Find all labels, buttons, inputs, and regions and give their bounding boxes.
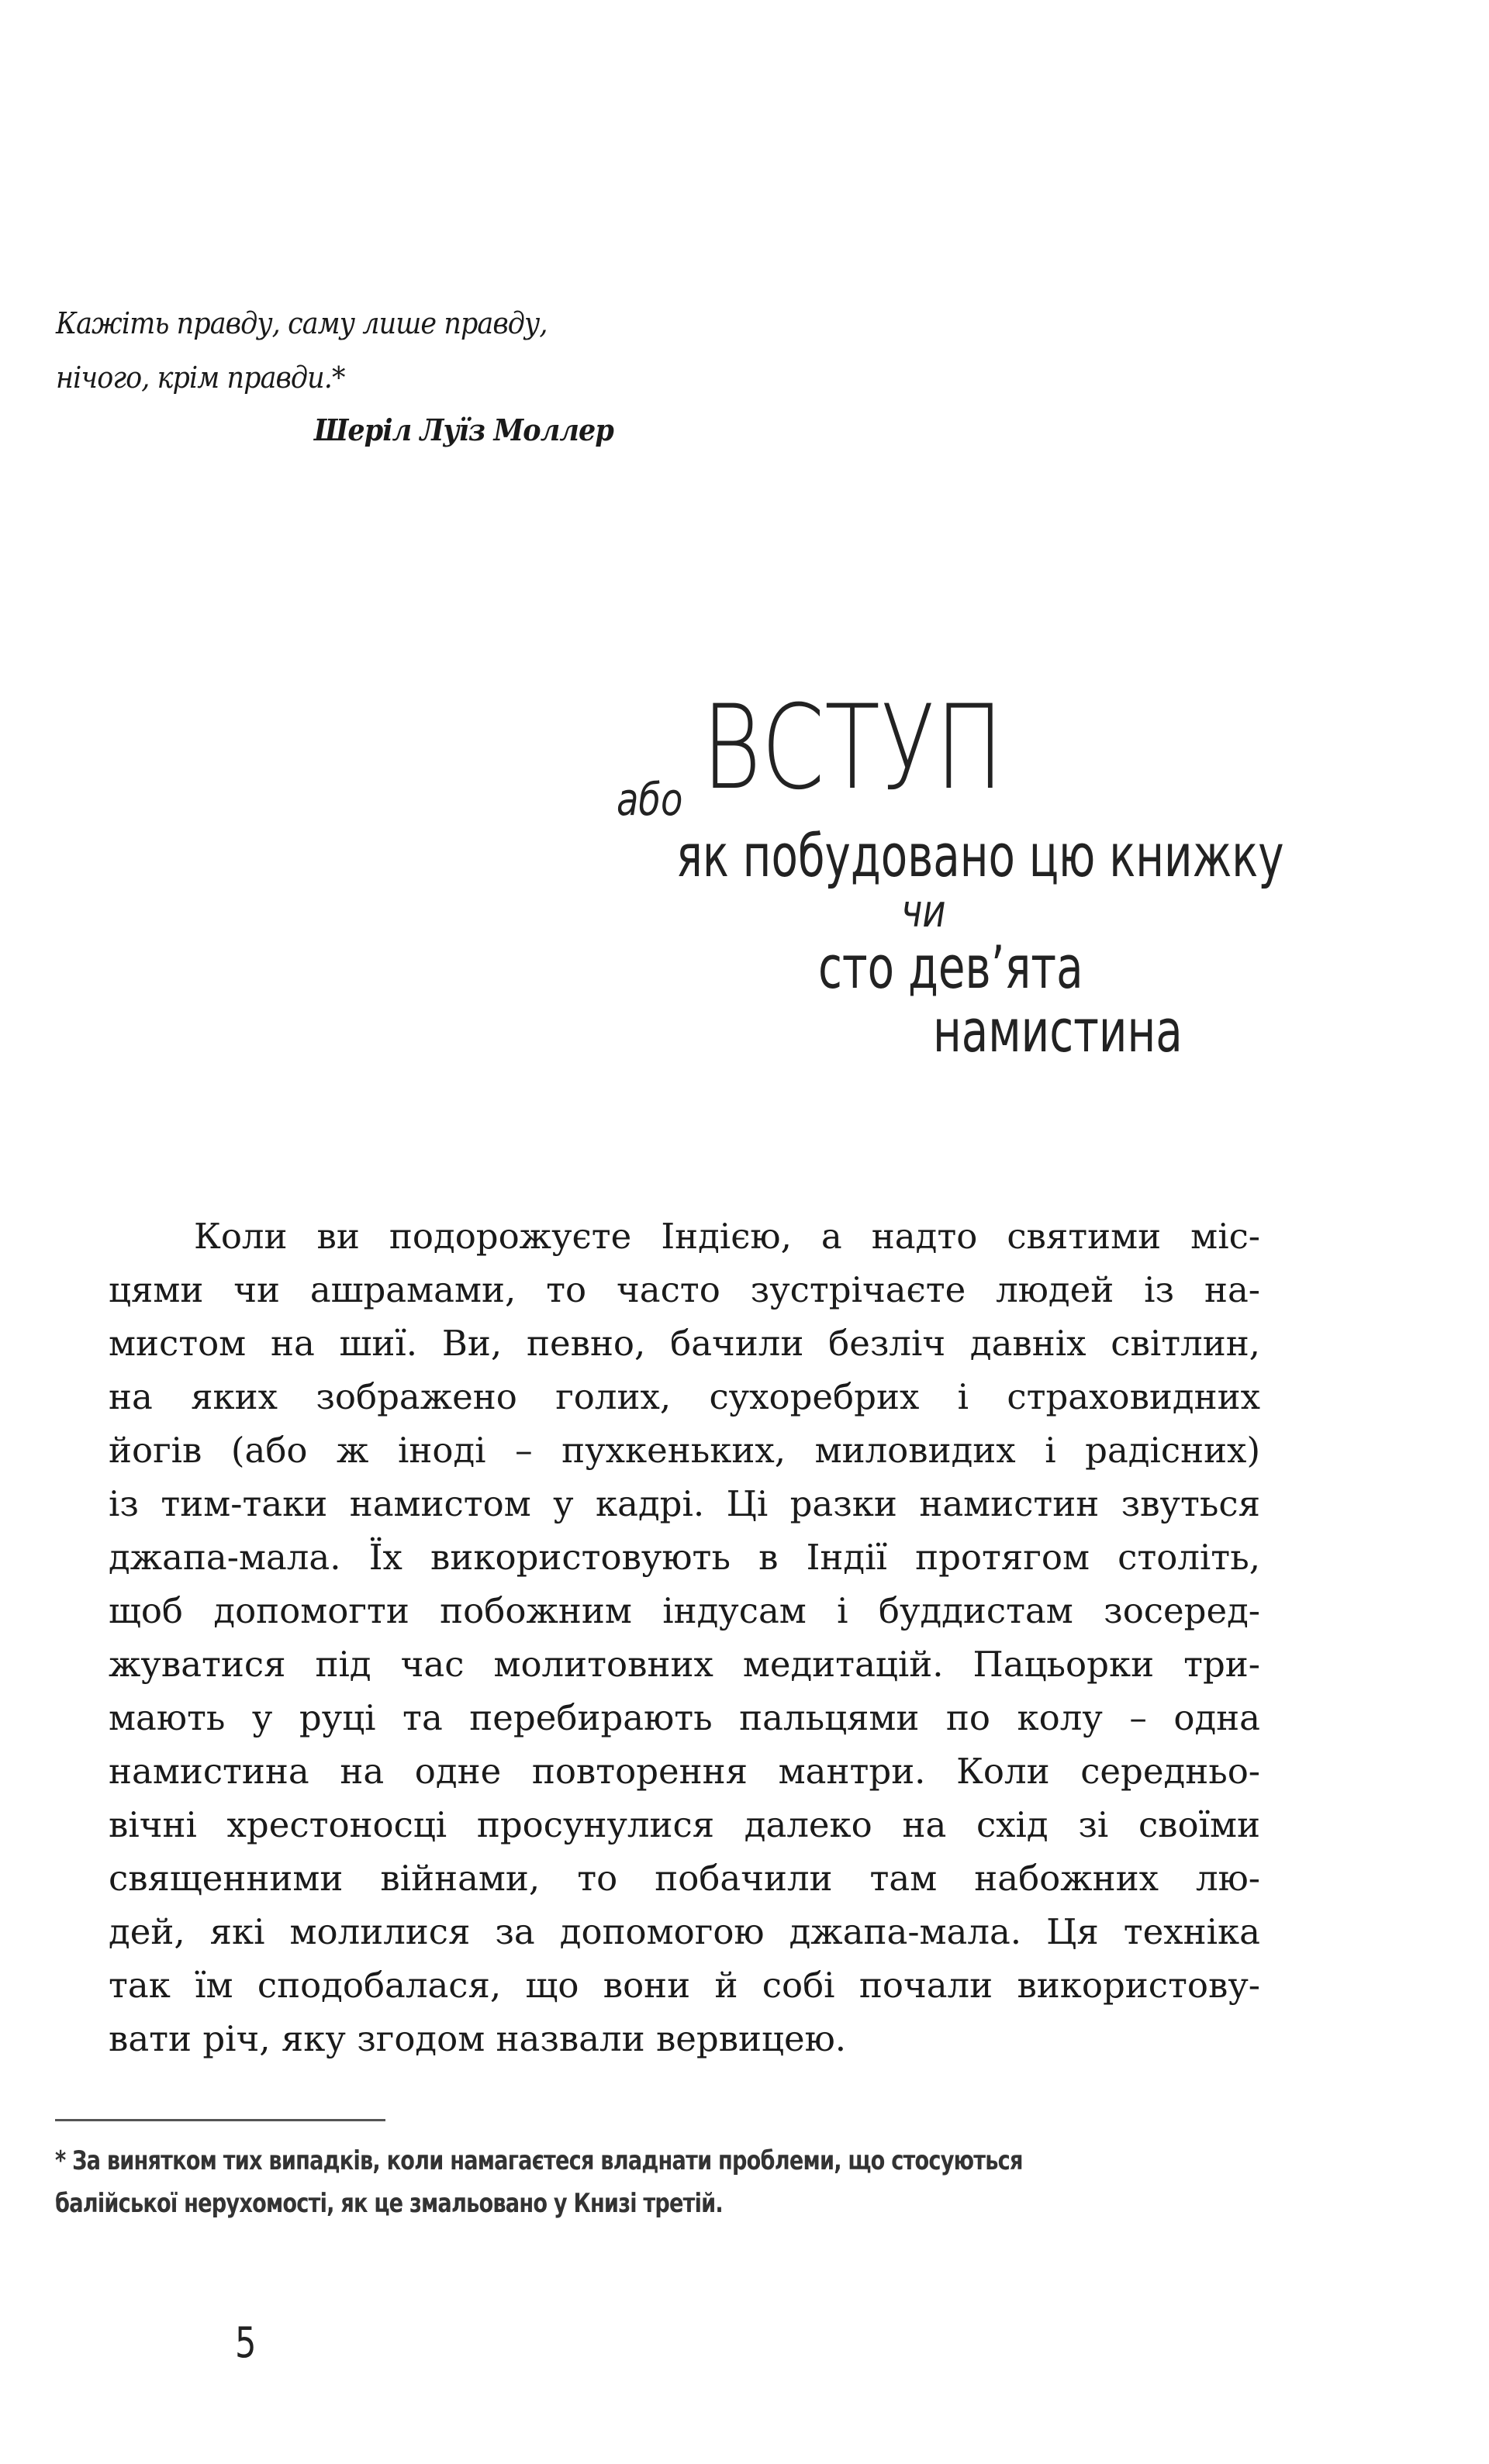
- body-line: дей, які молилися за допомогою джапа-мала. Ця техніка: [109, 1911, 1260, 1952]
- chapter-subtitle: як побудовано цю книжку: [676, 821, 1284, 890]
- body-line: священними війнами, то побачили там набожних лю-: [109, 1858, 1260, 1899]
- body-line: цями чи ашрамами, то часто зустрічаєте людей із на-: [109, 1269, 1260, 1310]
- body-line: вати річ, яку згодом назвали вервицею.: [109, 2018, 847, 2059]
- body-line: джапа-мала. Їх використовують в Індії протягом століть,: [109, 1537, 1260, 1578]
- body-line: вічні хрестоносці просунулися далеко на схід зі своїми: [109, 1804, 1260, 1845]
- chapter-title-main: ВСТУП: [702, 681, 1004, 816]
- footnote-divider: [55, 2119, 385, 2121]
- epigraph-line: Кажіть правду, саму лише правду,: [56, 306, 548, 340]
- chapter-subtitle: намистина: [933, 996, 1183, 1065]
- body-line: мистом на шиї. Ви, певно, бачили безліч давніх світлин,: [109, 1323, 1260, 1364]
- footnote-line: * За винятком тих випадків, коли намагаєтеся владнати проблеми, що стосуються: [55, 2145, 1023, 2176]
- body-line: так їм сподобалася, що вони й собі почали використову-: [109, 1965, 1260, 2006]
- body-line: Коли ви подорожуєте Індією, а надто святими міс-: [194, 1216, 1260, 1257]
- page-number: 5: [235, 2318, 257, 2367]
- chapter-subtitle: сто дев’ята: [818, 933, 1083, 1002]
- body-line: на яких зображено голих, сухоребрих і страховидних: [109, 1376, 1260, 1417]
- footnote-line: балійської нерухомості, як це змальовано у Книзі третій.: [55, 2188, 723, 2219]
- body-line: щоб допомогти побожним індусам і буддистам зосеред-: [109, 1590, 1260, 1631]
- body-line: із тим-таки намистом у кадрі. Ці разки намистин звуться: [109, 1483, 1260, 1524]
- body-line: йогів (або ж іноді – пухкеньких, миловидих і радісних): [109, 1430, 1260, 1471]
- epigraph-author: Шеріл Луїз Моллер: [314, 412, 613, 447]
- epigraph-line: нічого, крім правди.*: [56, 361, 345, 395]
- body-line: мають у руці та перебирають пальцями по колу – одна: [109, 1697, 1260, 1738]
- body-line: намистина на одне повторення мантри. Коли середньо-: [109, 1751, 1260, 1792]
- chapter-title-conjunction: чи: [901, 885, 946, 937]
- body-line: жуватися під час молитовних медитацій. Пацьорки три-: [109, 1644, 1260, 1685]
- chapter-title-conjunction: або: [617, 773, 683, 826]
